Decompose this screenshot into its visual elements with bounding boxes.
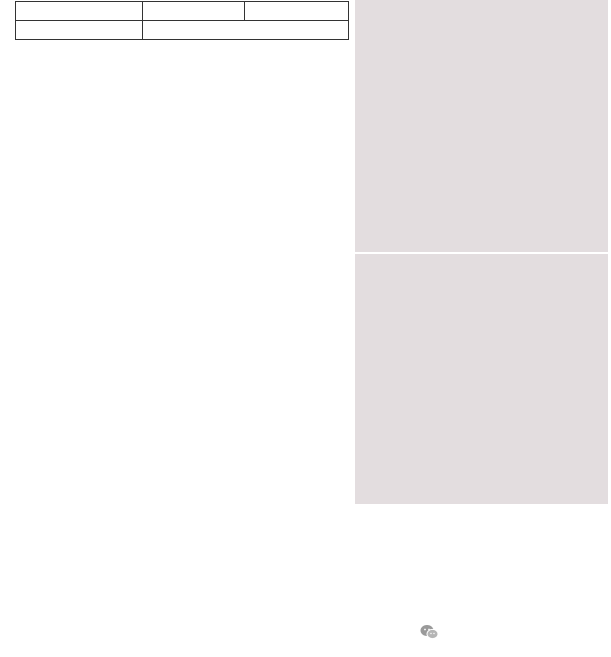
header-count (143, 2, 245, 21)
blood-smear-image-lymphocyte-monocyte (355, 254, 608, 504)
wbc-differential-table (15, 1, 349, 40)
total-value (143, 20, 349, 39)
header-category (16, 2, 143, 21)
table-total-row (16, 20, 349, 39)
total-label (16, 20, 143, 39)
header-reference (245, 2, 349, 21)
wechat-icon (420, 624, 439, 640)
watermark (420, 624, 443, 640)
table-header-row (16, 2, 349, 21)
blood-smear-image-neutrophil (355, 0, 608, 252)
